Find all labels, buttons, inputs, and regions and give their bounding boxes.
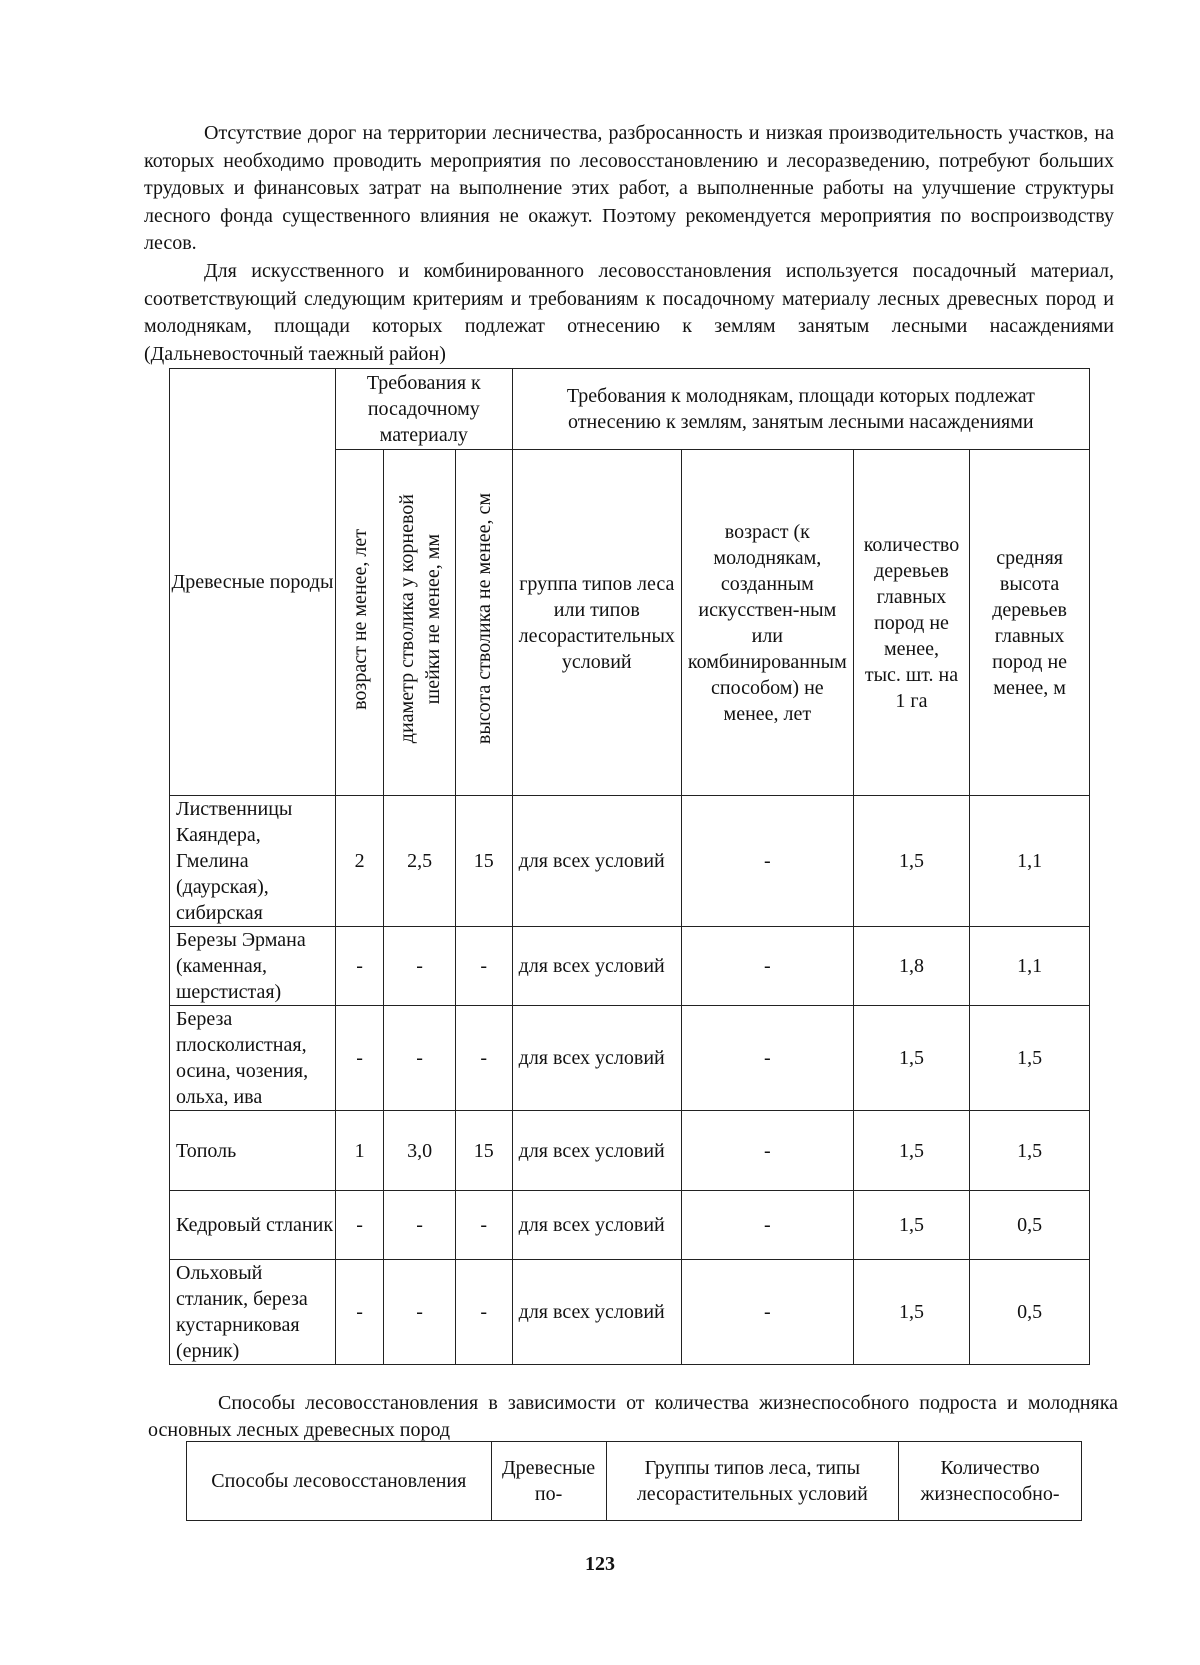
table-row [170, 927, 1090, 1006]
age-cell: - [335, 1191, 383, 1260]
species-cell: Березы Эрмана (каменная, шерстистая) [170, 927, 336, 1006]
group-cell: для всех условий [512, 927, 681, 1006]
table2-header-species: Древесные по- [491, 1442, 606, 1521]
diameter-cell: - [384, 1191, 456, 1260]
table-header-row-1 [170, 369, 1090, 450]
table-row [170, 1191, 1090, 1260]
age-cell: - [335, 1260, 383, 1365]
col-header-young-age: возраст (к молоднякам, созданным искусствен-ным или комбинированным способом) не менее, лет [681, 450, 853, 796]
count-cell: 1,5 [853, 1260, 969, 1365]
group-cell: для всех условий [512, 1191, 681, 1260]
species-cell: Кедровый стланик [170, 1191, 336, 1260]
age-cell: 2 [335, 796, 383, 927]
paragraph-1: Отсутствие дорог на территории лесничества, разбросанность и низкая производительность участков, на которых необходимо проводить мероприятия по лесовосстановлению и лесоразведению, потребуют больших трудовых и финансовых затрат на выполнение этих работ, а выполненные работы на улучшение структуры лесного фонда существенного влияния не окажут. Поэтому рекомендуется мероприятия по воспроизводству лесов. [144, 122, 1114, 254]
height-cell: - [455, 927, 512, 1006]
species-header: Древесные породы [170, 369, 336, 796]
species-cell: Береза плосколистная, осина, чозения, ольха, ива [170, 1006, 336, 1111]
page-number: 123 [585, 1553, 615, 1575]
group-cell: для всех условий [512, 1006, 681, 1111]
planting-material-header: Требования к посадочному материалу [335, 369, 512, 450]
height-cell: 15 [455, 1111, 512, 1191]
avg-height-cell: 1,1 [970, 796, 1090, 927]
height-cell: - [455, 1191, 512, 1260]
count-cell: 1,5 [853, 1191, 969, 1260]
table2-header-quantity: Количество жизнеспособно- [899, 1442, 1082, 1521]
avg-height-cell: 1,1 [970, 927, 1090, 1006]
col-header-height: высота стволика не менее, см [455, 450, 512, 796]
diameter-cell: 2,5 [384, 796, 456, 927]
group-cell: для всех условий [512, 796, 681, 927]
col-header-tree-count: количество деревьев главных пород не менее, тыс. шт. на 1 га [853, 450, 969, 796]
forest-requirements-table [169, 368, 1090, 1365]
group-cell: для всех условий [512, 1111, 681, 1191]
avg-height-cell: 1,5 [970, 1006, 1090, 1111]
young-age-cell: - [681, 1260, 853, 1365]
young-age-cell: - [681, 1111, 853, 1191]
height-cell: 15 [455, 796, 512, 927]
count-cell: 1,5 [853, 1111, 969, 1191]
diameter-cell: 3,0 [384, 1111, 456, 1191]
diameter-cell: - [384, 1260, 456, 1365]
young-stands-header: Требования к молоднякам, площади которых подлежат отнесению к землям, занятым лесными насаждениями [512, 369, 1089, 450]
count-cell: 1,5 [853, 796, 969, 927]
height-cell: - [455, 1260, 512, 1365]
young-age-cell: - [681, 927, 853, 1006]
species-cell: Тополь [170, 1111, 336, 1191]
species-cell: Лиственницы Каяндера, Гмелина (даурская), сибирская [170, 796, 336, 927]
young-age-cell: - [681, 1191, 853, 1260]
count-cell: 1,8 [853, 927, 969, 1006]
table-row [170, 1006, 1090, 1111]
group-cell: для всех условий [512, 1260, 681, 1365]
col-header-diameter: диаметр стволика у корневой шейки не менее, мм [384, 450, 456, 796]
avg-height-cell: 0,5 [970, 1191, 1090, 1260]
avg-height-cell: 0,5 [970, 1260, 1090, 1365]
species-cell: Ольховый стланик, береза кустарниковая (ерник) [170, 1260, 336, 1365]
table-row [170, 1260, 1090, 1365]
age-cell: - [335, 1006, 383, 1111]
table2-caption: Способы лесовосстановления в зависимости от количества жизнеспособного подроста и молодняка основных лесных древесных пород [148, 1392, 1118, 1441]
young-age-cell: - [681, 1006, 853, 1111]
table2-header-methods: Способы лесовосстановления [187, 1442, 492, 1521]
young-age-cell: - [681, 796, 853, 927]
diameter-cell: - [384, 1006, 456, 1111]
table-row [170, 1111, 1090, 1191]
age-cell: 1 [335, 1111, 383, 1191]
table-row [170, 796, 1090, 927]
count-cell: 1,5 [853, 1006, 969, 1111]
col-header-forest-group: группа типов леса или типов лесорастительных условий [512, 450, 681, 796]
avg-height-cell: 1,5 [970, 1111, 1090, 1191]
age-cell: - [335, 927, 383, 1006]
height-cell: - [455, 1006, 512, 1111]
col-header-avg-height: средняя высота деревьев главных пород не менее, м [970, 450, 1090, 796]
diameter-cell: - [384, 927, 456, 1006]
reforestation-methods-table [186, 1441, 1082, 1521]
paragraph-2: Для искусственного и комбинированного лесовосстановления используется посадочный материал, соответствующий следующим критериям и требованиям к посадочному материалу лесных древесных пород и молоднякам, площади которых подлежат отнесению к землям занятым лесными насаждениями (Дальневосточный таежный район) [144, 260, 1114, 365]
table2-header-forest-groups: Группы типов леса, типы лесорастительных условий [606, 1442, 899, 1521]
col-header-age: возраст не менее, лет [335, 450, 383, 796]
table2-header-row [187, 1442, 1082, 1521]
